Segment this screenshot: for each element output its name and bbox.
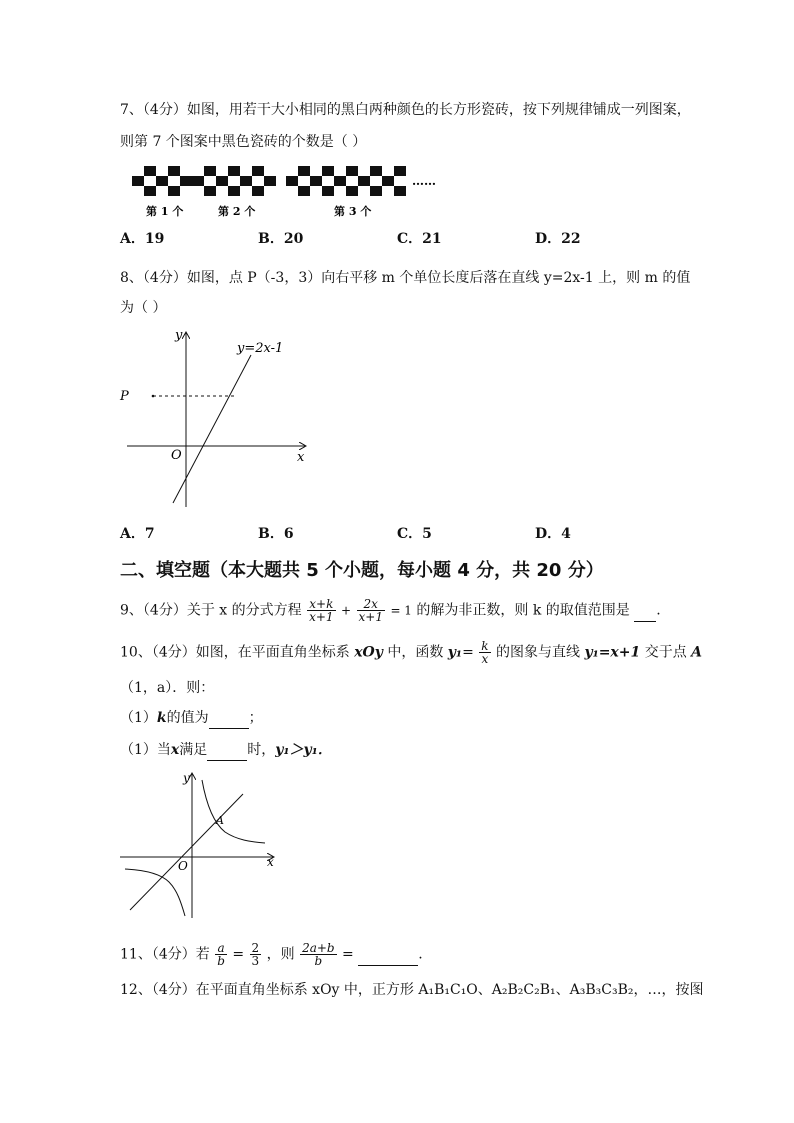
black-tile [252,166,264,176]
q10-coord: xOy [354,644,383,661]
q9-end: . [656,602,661,619]
q10-line1 [120,640,702,665]
q9-frac-1: $\frac{x+k}{x+1}$ [309,597,334,624]
black-tile [346,166,358,176]
q7-label-2: 第 2 个 [218,205,256,218]
q10-line [130,794,243,910]
q8-graph [115,325,315,515]
black-tile [286,176,298,186]
q10-sub1 [120,708,263,729]
black-tile [204,166,216,176]
q10-sub2-ineq: y₁＞y₁． [275,742,332,758]
q8-line2: 为（ ） [120,300,167,316]
black-tile [132,176,144,186]
q10-sub1-end: ； [248,710,263,726]
q12-line1: 12、（4分）在平面直角坐标系 xOy 中，正方形 A₁B₁C₁O、A₂B₂C₂B₁、A₃B₃C₃B₂，…，按图 [120,982,704,998]
q10-graph [115,768,280,923]
q11-frac-3: $\frac{2a+b}{b}$ [302,941,335,968]
q10-point: A [691,644,703,661]
q7-choice-d[interactable]: D．22 [535,231,581,247]
black-tile [370,186,382,196]
black-tile [298,166,310,176]
q10-y1: y₁ [447,644,463,661]
black-tile [252,186,264,196]
q11-pre: 11、（4分）若 [120,946,210,963]
black-tile [334,176,346,186]
q10-sub2-pre: （1）当 [120,742,171,758]
q11 [120,942,423,967]
q10-mid2: 的图象与直线 [495,644,580,661]
q9-eq: = 1 [390,603,412,618]
q10-a-label: A [216,814,224,827]
q7-ellipsis: …… [412,174,436,188]
q10-pre: 10、（4分）如图，在平面直角坐标系 [120,644,350,661]
black-tile [168,166,180,176]
black-tile [144,166,156,176]
q9-frac-2: $\frac{2x}{x+1}$ [358,597,383,624]
section-2-title: 二、填空题（本大题共 5 个小题，每小题 4 分，共 20 分） [120,560,604,581]
q9-pre: 9、（4分）关于 x 的分式方程 [120,602,302,619]
black-tile [322,166,334,176]
black-tile [394,166,406,176]
q9-post: 的解为非正数，则 k 的取值范围是 [416,602,630,619]
q10-hyperbola-lower [125,869,185,916]
q10-sub2-var: x [170,742,180,758]
q8-line1: 8、（4分）如图，点 P（-3，3）向右平移 m 个单位长度后落在直线 y=2x-1 上，则 m 的值 [120,270,691,286]
q10-line-eq: y₁=x+1 [584,644,641,661]
black-tile [358,176,370,186]
q8-y-label: y [175,328,183,343]
black-tile [228,166,240,176]
black-tile [322,186,334,196]
q11-frac-2: $\frac{2}{3}$ [251,941,260,968]
q10-o-label: O [178,859,188,873]
q7-label-1: 第 1 个 [146,205,184,218]
q10-post: 交于点 [644,644,687,661]
q10-sub2-post: 时， [247,742,276,758]
q11-mid: ，则 [266,946,295,963]
q8-point-p [152,395,155,398]
black-tile [382,176,394,186]
q11-end: . [418,946,423,963]
q11-eq2: = [342,946,354,963]
black-tile [346,186,358,196]
black-tile [156,176,168,186]
q10-frac: $\frac{k}{x}$ [481,639,489,666]
black-tile [394,186,406,196]
black-tile [240,176,252,186]
q10-y-label: y [183,771,190,785]
q7-line2: 则第 7 个图案中黑色瓷砖的个数是（ ） [120,134,367,150]
q10-sub1-blank[interactable] [209,708,249,729]
q7-choice-b[interactable]: B．20 [258,231,304,247]
q8-x-label: x [297,450,305,465]
black-tile [216,176,228,186]
black-tile [180,176,192,186]
q8-choice-c[interactable]: C．5 [397,526,432,542]
q10-sub1-var: k [156,710,167,726]
q7-tile-figure [120,158,450,220]
black-tile [192,176,204,186]
black-tile [228,186,240,196]
q10-x-label: x [267,855,274,869]
black-tile [298,186,310,196]
q8-p-label: P [120,389,129,404]
q8-choice-d[interactable]: D．4 [535,526,571,542]
q9-answer-blank[interactable] [634,601,656,622]
black-tile [204,186,216,196]
q7-choice-a[interactable]: A．19 [120,231,165,247]
q7-choice-c[interactable]: C．21 [397,231,442,247]
q10-eqsign: = [462,644,474,661]
q8-line [173,355,251,503]
q10-sub2 [120,740,332,761]
q10-line2: （1，a）．则： [120,680,215,696]
q8-choice-a[interactable]: A．7 [120,526,155,542]
q10-sub1-post: 的值为 [166,710,209,726]
black-tile [310,176,322,186]
black-tile [168,186,180,196]
q10-hyperbola-upper [202,780,265,843]
q8-line-label: y=2x-1 [237,341,284,356]
q10-mid: 中，函数 [387,644,444,661]
q9-plus: + [341,603,352,618]
q7-line1: 7、（4分）如图，用若干大小相同的黑白两种颜色的长方形瓷砖，按下列规律铺成一列图案， [120,102,691,118]
q11-answer-blank[interactable] [358,945,418,966]
q8-choice-b[interactable]: B．6 [258,526,294,542]
q11-frac-1: $\frac{a}{b}$ [217,941,225,968]
q10-sub2-mid: 满足 [179,742,208,758]
black-tile [264,176,276,186]
black-tile [370,166,382,176]
q10-sub2-blank[interactable] [207,740,247,761]
black-tile [144,186,156,196]
q10-sub1-pre: （1） [120,710,157,726]
q9 [120,598,661,623]
q7-label-3: 第 3 个 [334,205,372,218]
q11-eq: = [232,946,245,963]
q8-o-label: O [171,448,182,463]
